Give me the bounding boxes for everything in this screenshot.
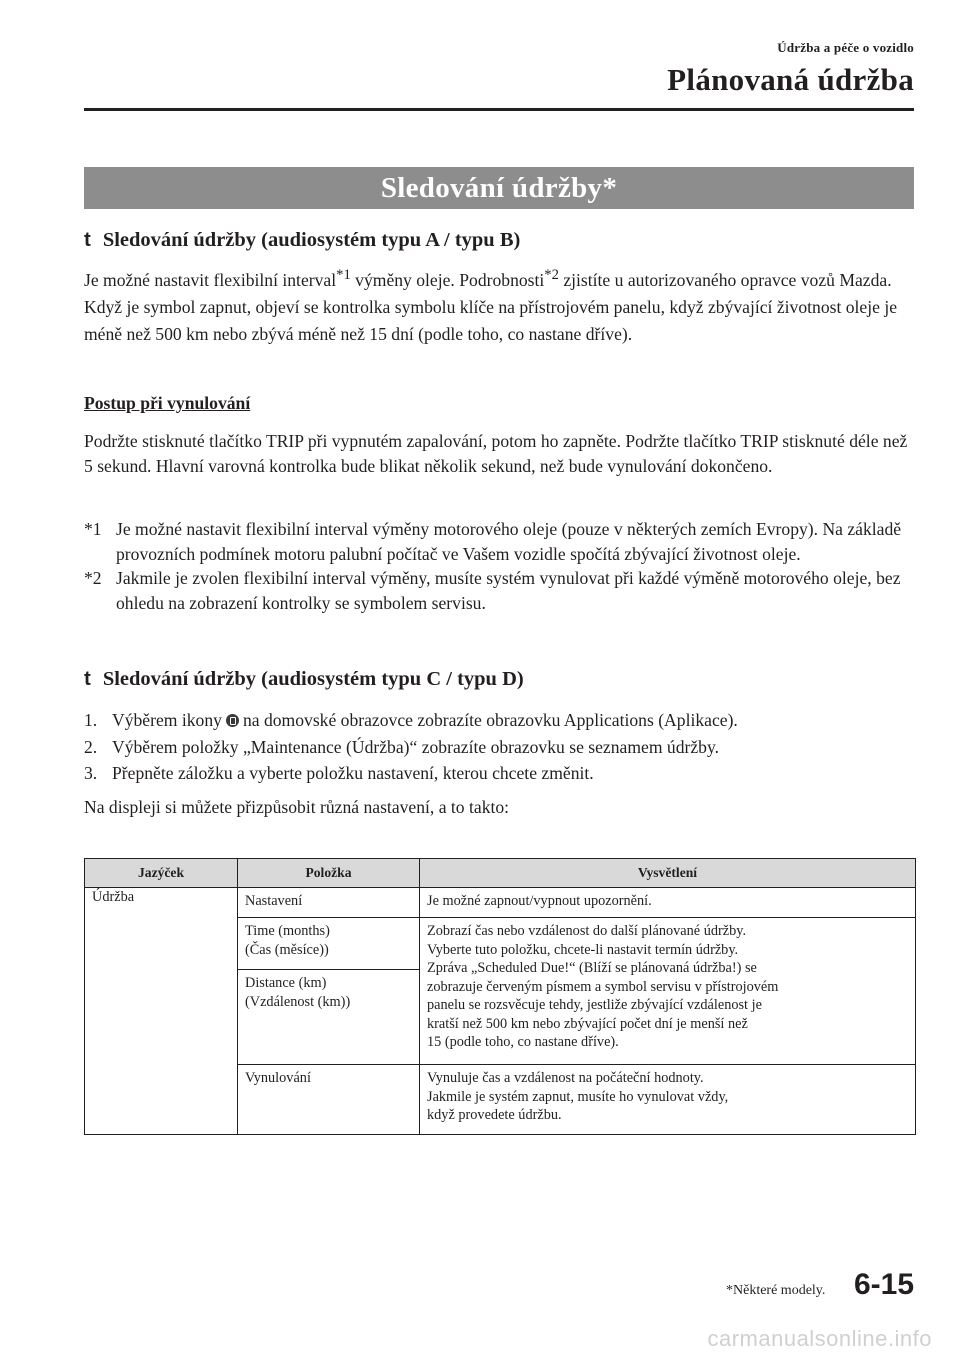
explanation-line: 15 (podle toho, co nastane dříve). [427, 1034, 619, 1050]
footnote-models: *Některé modely. [726, 1283, 826, 1298]
footnote-text: Je možné nastavit flexibilní interval výměny motorového oleje (pouze v některých zemích Evropy). Na základě provozních podmínek motoru palubní počítač ve Vašem vozidle spočítá zbývající životnost oleje. [116, 519, 902, 564]
bullet-icon: t [84, 228, 91, 251]
item-line: (Čas (měsíce)) [245, 941, 329, 958]
step-item [84, 734, 924, 761]
reset-paragraph: Podržte stisknuté tlačítko TRIP při vypnutém zapalování, potom ho zapněte. Podržte tlačítko TRIP stisknuté déle než 5 sekund. Hlavní varovná kontrolka bude blikat několik sekund, než bude vynulování dokončeno. [84, 431, 908, 476]
step-number: 1. [84, 710, 98, 730]
explanation-line: Vyberte tuto položku, chcete-li nastavit termín údržby. [427, 941, 739, 958]
footnote-mark: *1 [84, 519, 102, 539]
intro-text-1: Je možné nastavit flexibilní interval [84, 269, 337, 290]
explanation-line: zobrazuje červeným písmem a symbol servisu v přístrojovém [427, 978, 779, 995]
item-line: Time (months) [245, 923, 330, 939]
reset-heading: Postup při vynulování [84, 393, 251, 413]
item-line: Distance (km) [245, 975, 327, 991]
footnote-list [84, 517, 916, 615]
footnote-text: Jakmile je zvolen flexibilní interval výměny, musíte systém vynulovat při každé výměně motorového oleje, bez ohledu na zobrazení kontrolky se symbolem servisu. [116, 568, 901, 613]
footnote-ref-2: *2 [544, 267, 559, 283]
settings-table [84, 858, 916, 1135]
explanation-line: když provedete údržbu. [427, 1107, 562, 1123]
bullet-icon: t [84, 667, 91, 690]
step-item [84, 707, 924, 734]
table-header-tab: Jazýček [85, 859, 238, 888]
step-text: Výběrem položky „Maintenance (Údržba)“ zobrazíte obrazovku se seznamem údržby. [112, 736, 720, 757]
step-item [84, 760, 924, 787]
explanation-line: panelu se rozsvěcuje tehdy, jestliže zbývající vzdálenost je [427, 997, 762, 1013]
step-text-after-icon: na domovské obrazovce zobrazíte obrazovku Applications (Aplikace). [242, 710, 738, 730]
header-divider [84, 108, 914, 111]
page-title: Plánovaná údržba [667, 62, 914, 97]
step-number: 2. [84, 736, 98, 757]
step-number: 3. [84, 763, 98, 783]
subsection-heading-cd-text: Sledování údržby (audiosystém typu C / typu D) [102, 668, 524, 690]
footnote-mark: *2 [84, 568, 102, 588]
closing-paragraph: Na displeji si můžete přizpůsobit různá nastavení, a to takto: [84, 797, 510, 817]
item-line: (Vzdálenost (km)) [245, 993, 351, 1010]
table-cell-explanation [420, 918, 916, 1065]
table-header-row [85, 859, 916, 888]
step-list [84, 707, 924, 787]
table-cell-item [238, 918, 420, 970]
subsection-heading-ab [84, 228, 520, 252]
chapter-title: Údržba a péče o vozidlo [777, 40, 914, 55]
footnote-ref-1: *1 [336, 267, 351, 283]
table-cell-tab: Údržba [85, 888, 238, 1135]
explanation-line: Vynuluje čas a vzdálenost na počáteční hodnoty. [427, 1070, 704, 1086]
step-text [112, 707, 738, 734]
intro-text-2: výměny oleje. Podrobnosti [350, 269, 545, 290]
table-cell-explanation: Je možné zapnout/vypnout upozornění. [420, 888, 916, 918]
table-cell-item: Nastavení [238, 888, 420, 918]
table-header-explanation: Vysvětlení [420, 859, 916, 888]
table-cell-item [238, 970, 420, 1065]
page-number-text: 6-15 [853, 1268, 914, 1301]
explanation-line: Zpráva „Scheduled Due!“ (Blíží se plánovaná údržba!) se [427, 960, 757, 976]
footnote-item [84, 517, 916, 566]
table-row [85, 888, 916, 918]
table-cell-item: Vynulování [238, 1065, 420, 1135]
subsection-heading-cd [84, 667, 524, 691]
step-text-before-icon: Výběrem ikony [112, 710, 222, 730]
footnote-item [84, 566, 916, 615]
watermark: carmanualsonline.info [707, 1326, 932, 1351]
explanation-line: kratší než 500 km nebo zbývající počet dní je menší než [427, 1015, 748, 1032]
table-header-item: Položka [238, 859, 420, 888]
table-cell-explanation [420, 1065, 916, 1135]
explanation-line: Zobrazí čas nebo vzdálenost do další plánované údržby. [427, 923, 747, 939]
section-banner: Sledování údržby* [84, 167, 914, 209]
intro-text-3: zjistíte u autorizovaného opravce vozů Mazda. Když je symbol zapnut, objeví se kontrolka symbolu klíče na přístrojovém panelu, když zbývající životnost oleje je méně než 500 km nebo zbývá méně než 15 dní (podle toho, co nastane dříve). [84, 269, 898, 344]
page-number [854, 1268, 914, 1302]
step-text: Přepněte záložku a vyberte položku nastavení, kterou chcete změnit. [112, 763, 594, 783]
applications-icon [226, 714, 239, 727]
subsection-heading-ab-text: Sledování údržby (audiosystém typu A / typu B) [102, 229, 521, 251]
intro-paragraph [84, 262, 916, 348]
explanation-line: Jakmile je systém zapnut, musíte ho vynulovat vždy, [427, 1088, 729, 1105]
